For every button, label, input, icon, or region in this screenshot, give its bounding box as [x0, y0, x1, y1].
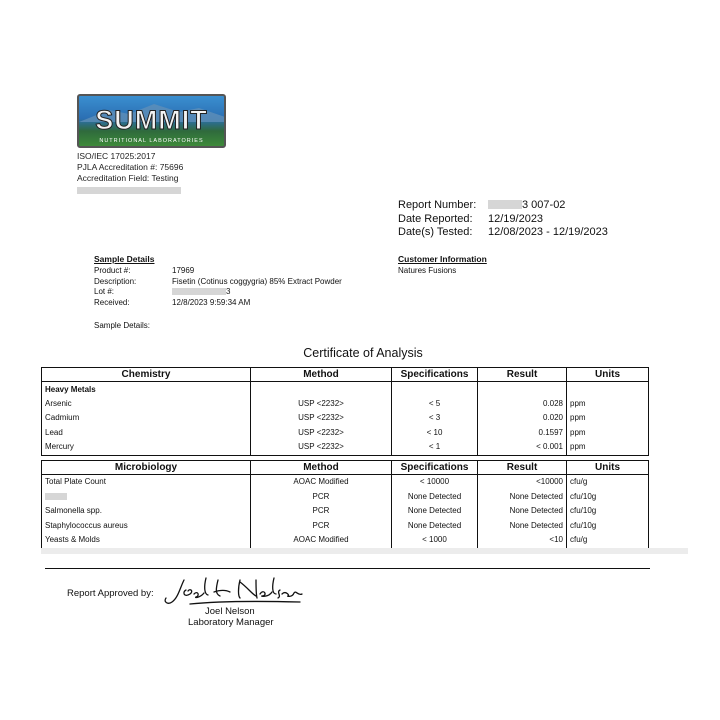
specification: < 5 — [392, 397, 478, 412]
date-reported-value: 12/19/2023 — [488, 212, 544, 225]
lot-label: Lot #: — [94, 287, 115, 296]
result: <10 — [478, 533, 567, 548]
units: cfu/10g — [567, 504, 649, 519]
report-values — [488, 199, 658, 240]
result: 0.1597 — [478, 426, 567, 441]
dates-tested-label: Date(s) Tested: — [398, 226, 473, 238]
method: PCR — [251, 519, 392, 534]
received-label: Received: — [94, 297, 130, 307]
column-header: Units — [567, 461, 649, 475]
method: PCR — [251, 490, 392, 505]
method: PCR — [251, 504, 392, 519]
method: AOAC Modified — [251, 475, 392, 490]
product-label: Product #: — [94, 266, 131, 275]
analyte: Total Plate Count — [42, 475, 251, 490]
category-label: Heavy Metals — [42, 382, 251, 397]
report-number-label: Report Number: — [398, 199, 477, 211]
approval-label: Report Approved by: — [67, 588, 154, 599]
units: ppm — [567, 411, 649, 426]
specification: None Detected — [392, 504, 478, 519]
product-value: 17969 — [172, 266, 195, 275]
category-row — [42, 382, 649, 397]
document-title: Certificate of Analysis — [303, 346, 423, 360]
result: 0.020 — [478, 411, 567, 426]
logo-tagline: NUTRITIONAL LABORATORIES — [99, 138, 204, 144]
sample-labels — [94, 266, 174, 308]
customer-name: Natures Fusions — [398, 266, 457, 275]
report-labels — [398, 199, 488, 240]
column-header: Specifications — [392, 368, 478, 382]
accreditation-line: ISO/IEC 17025:2017 — [77, 151, 156, 161]
analyte — [42, 490, 251, 505]
divider-line — [45, 568, 650, 569]
redacted-text — [172, 288, 226, 295]
result: <10000 — [478, 475, 567, 490]
column-header: Method — [251, 368, 392, 382]
approver-title: Laboratory Manager — [188, 617, 274, 628]
table-row — [42, 426, 649, 441]
column-header: Result — [478, 461, 567, 475]
signature-image — [160, 574, 305, 608]
chemistry-table — [41, 367, 649, 456]
result: None Detected — [478, 490, 567, 505]
column-header: Microbiology — [42, 461, 251, 475]
method: USP <2232> — [251, 411, 392, 426]
units: cfu/10g — [567, 490, 649, 505]
lot-value: 3 — [226, 287, 231, 296]
result: 0.028 — [478, 397, 567, 412]
analyte: Yeasts & Molds — [42, 533, 251, 548]
table-row — [42, 504, 649, 519]
units: ppm — [567, 426, 649, 441]
table-row — [42, 397, 649, 412]
table-row — [42, 475, 649, 490]
result: None Detected — [478, 519, 567, 534]
specification: < 1 — [392, 440, 478, 455]
column-header: Specifications — [392, 461, 478, 475]
table-row — [42, 440, 649, 455]
units: cfu/g — [567, 475, 649, 490]
date-reported-label: Date Reported: — [398, 212, 473, 225]
units: cfu/10g — [567, 519, 649, 534]
customer-info-heading: Customer Information — [398, 254, 487, 264]
column-header: Result — [478, 368, 567, 382]
report-number-value: 3 007-02 — [522, 199, 566, 211]
specification: < 1000 — [392, 533, 478, 548]
summit-logo — [77, 94, 226, 148]
redacted-text — [77, 187, 181, 194]
accreditation-line: PJLA Accreditation #: 75696 — [77, 162, 184, 172]
approver-name: Joel Nelson — [205, 606, 255, 617]
analyte: Arsenic — [42, 397, 251, 412]
column-header: Method — [251, 461, 392, 475]
sample-details-heading: Sample Details — [94, 254, 155, 264]
analyte: Salmonella spp. — [42, 504, 251, 519]
column-header: Chemistry — [42, 368, 251, 382]
method: USP <2232> — [251, 426, 392, 441]
analyte: Staphylococcus aureus — [42, 519, 251, 534]
analyte: Cadmium — [42, 411, 251, 426]
table-row — [42, 490, 649, 505]
table-row — [42, 519, 649, 534]
specification: < 3 — [392, 411, 478, 426]
accreditation-line: Accreditation Field: Testing — [77, 173, 179, 183]
table-row — [42, 533, 649, 548]
description-value: Fisetin (Cotinus coggygria) 85% Extract Powder — [172, 276, 342, 286]
units: ppm — [567, 440, 649, 455]
redacted-text — [45, 493, 67, 500]
analyte: Lead — [42, 426, 251, 441]
units: cfu/g — [567, 533, 649, 548]
specification: None Detected — [392, 519, 478, 534]
result: < 0.001 — [478, 440, 567, 455]
redacted-text — [488, 200, 522, 209]
specification: < 10000 — [392, 475, 478, 490]
table-row — [42, 411, 649, 426]
accreditation-block — [77, 151, 183, 197]
result: None Detected — [478, 504, 567, 519]
method: USP <2232> — [251, 397, 392, 412]
divider-band — [41, 548, 688, 554]
specification: < 10 — [392, 426, 478, 441]
specification: None Detected — [392, 490, 478, 505]
sample-details-note: Sample Details: — [94, 321, 151, 330]
analyte: Mercury — [42, 440, 251, 455]
units: ppm — [567, 397, 649, 412]
sample-values — [172, 266, 372, 308]
description-label: Description: — [94, 276, 137, 286]
microbiology-table — [41, 460, 649, 549]
method: USP <2232> — [251, 440, 392, 455]
method: AOAC Modified — [251, 533, 392, 548]
received-value: 12/8/2023 9:59:34 AM — [172, 297, 251, 307]
dates-tested-value: 12/08/2023 - 12/19/2023 — [488, 226, 608, 238]
column-header: Units — [567, 368, 649, 382]
logo-wordmark: SUMMIT — [95, 105, 208, 135]
